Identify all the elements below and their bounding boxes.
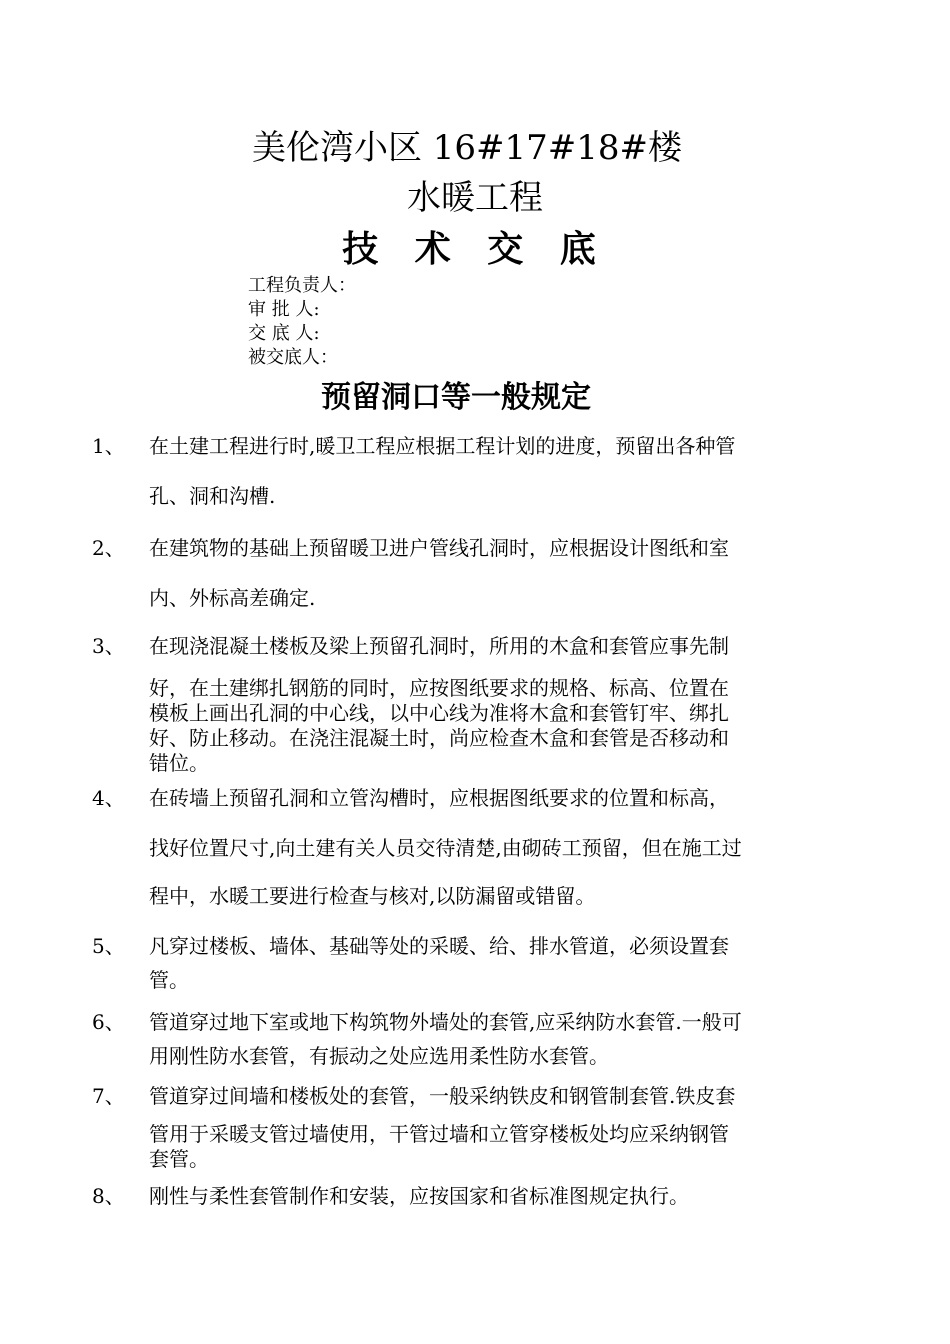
item-number: 6、 — [92, 1010, 125, 1034]
item-text-line: 管道穿过地下室或地下构筑物外墙处的套管,应采纳防水套管.一般可 — [149, 1010, 742, 1034]
signature-approver: 审 批 人: — [248, 299, 320, 320]
item-text-line: 凡穿过楼板、墙体、基础等处的采暖、给、排水管道，必须设置套 — [149, 934, 729, 958]
item-text-line: 在现浇混凝土楼板及梁上预留孔洞时，所用的木盒和套管应事先制 — [149, 634, 729, 658]
signature-block — [248, 274, 356, 370]
signature-recipient: 被交底人： — [248, 347, 338, 368]
item-text-line: 刚性与柔性套管制作和安装，应按国家和省标准图规定执行。 — [149, 1184, 689, 1208]
item-text-line: 孔、洞和沟槽. — [149, 484, 276, 508]
item-text-line: 管。 — [149, 968, 189, 992]
item-text-line: 内、外标高差确定. — [149, 586, 316, 610]
signature-project-manager: 工程负责人： — [248, 275, 356, 296]
signature-presenter: 交 底 人: — [248, 323, 320, 344]
item-text-line: 用刚性防水套管，有振动之处应选用柔性防水套管。 — [149, 1044, 609, 1068]
item-text-line: 找好位置尺寸,向土建有关人员交待清楚,由砌砖工预留，但在施工过 — [149, 836, 742, 860]
item-number: 4、 — [92, 786, 125, 810]
item-text-line: 套管。 — [149, 1147, 209, 1171]
section-title: 预留洞口等一般规定 — [321, 380, 591, 415]
item-text-line: 在土建工程进行时,暖卫工程应根据工程计划的进度，预留出各种管 — [149, 434, 736, 458]
item-text-line: 好、防止移动。在浇注混凝土时，尚应检查木盒和套管是否移动和 — [149, 726, 729, 750]
item-text-line: 在砖墙上预留孔洞和立管沟槽时，应根据图纸要求的位置和标高， — [149, 786, 729, 810]
item-number: 7、 — [92, 1084, 125, 1108]
item-text-line: 模板上画出孔洞的中心线，以中心线为准将木盒和套管钉牢、绑扎 — [149, 701, 729, 725]
item-text-line: 错位。 — [149, 751, 209, 775]
item-text-line: 在建筑物的基础上预留暖卫进户管线孔洞时，应根据设计图纸和室 — [149, 536, 729, 560]
item-text-line: 程中，水暖工要进行检查与核对,以防漏留或错留。 — [149, 884, 596, 908]
item-text-line: 好，在土建绑扎钢筋的同时，应按图纸要求的规格、标高、位置在 — [149, 676, 729, 700]
document-title: 技 术 交 底 — [342, 228, 608, 270]
item-number: 2、 — [92, 536, 125, 560]
item-text-line: 管用于采暖支管过墙使用，干管过墙和立管穿楼板处均应采纳钢管 — [149, 1122, 729, 1146]
item-number: 3、 — [92, 634, 125, 658]
item-number: 5、 — [92, 934, 125, 958]
project-title: 美伦湾小区 16#17#18#楼 — [251, 128, 683, 168]
item-number: 8、 — [92, 1184, 125, 1208]
item-number: 1、 — [92, 434, 125, 458]
item-text-line: 管道穿过间墙和楼板处的套管，一般采纳铁皮和钢管制套管.铁皮套 — [149, 1084, 736, 1108]
project-subtitle: 水暖工程 — [407, 178, 543, 218]
